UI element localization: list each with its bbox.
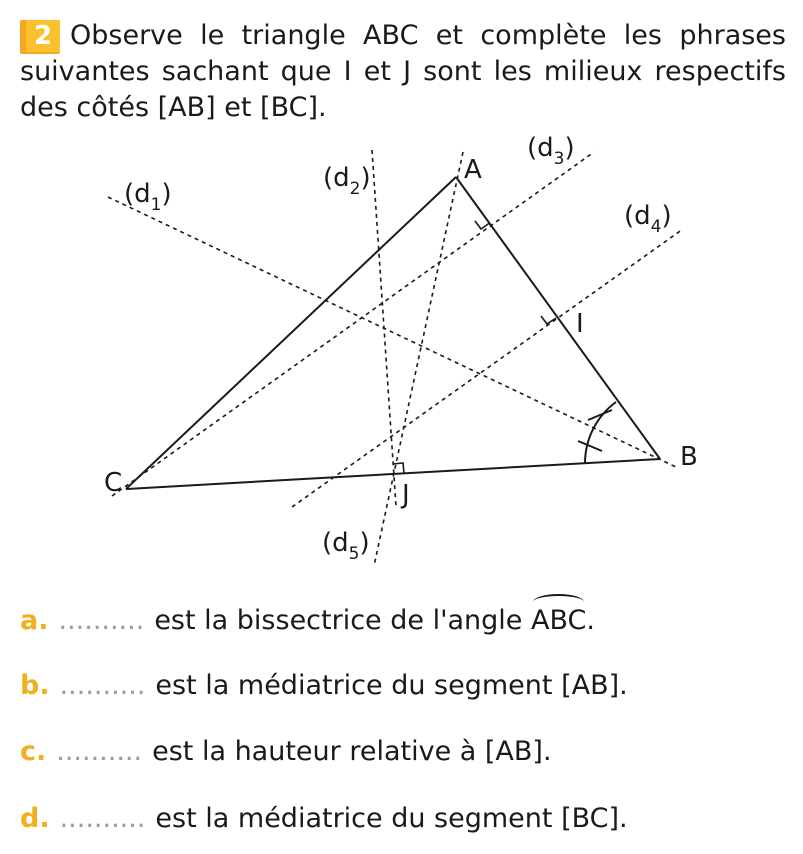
point-label-j: J xyxy=(402,480,410,510)
d2-main: (d xyxy=(323,163,350,193)
dashed-lines xyxy=(108,150,683,566)
angle-tick-lower xyxy=(578,441,602,451)
question-letter: d. xyxy=(20,803,50,834)
question-b xyxy=(20,669,628,703)
d5-close: ) xyxy=(359,528,370,558)
question-text: est la médiatrice du segment [BC]. xyxy=(155,803,628,834)
question-letter: c. xyxy=(20,736,47,767)
d2-sub: 2 xyxy=(349,179,361,199)
side-ca xyxy=(126,177,456,489)
d3-close: ) xyxy=(564,133,575,163)
angle-b-bisector-marks xyxy=(578,402,616,463)
point-label-b: B xyxy=(680,442,698,472)
answer-blank[interactable]: .......... xyxy=(59,803,146,834)
line-d4 xyxy=(292,229,683,507)
figure-labels xyxy=(104,133,698,564)
d5-sub: 5 xyxy=(348,544,360,564)
question-text: est la bissectrice de l'angle xyxy=(154,605,523,636)
answer-blank[interactable]: .......... xyxy=(59,670,146,701)
point-label-a: A xyxy=(464,155,482,185)
exercise-instruction: Observe le triangle ABC et complète les phrases suivantes sachant que I et J sont les milieux respectifs des côtés [AB] et [BC]. xyxy=(20,20,786,123)
d1-main: (d xyxy=(124,179,151,209)
d5-main: (d xyxy=(322,528,349,558)
answer-blank[interactable]: .......... xyxy=(58,605,145,636)
right-angle-mark-d4 xyxy=(541,316,556,324)
question-c xyxy=(20,735,552,769)
point-label-i: I xyxy=(576,309,584,339)
d4-close: ) xyxy=(661,201,672,231)
line-label-d4 xyxy=(624,201,672,237)
line-d2 xyxy=(372,150,396,506)
question-text: est la hauteur relative à [AB]. xyxy=(152,736,552,767)
question-letter: b. xyxy=(20,670,50,701)
question-d xyxy=(20,802,628,836)
question-a xyxy=(20,602,595,638)
question-letter: a. xyxy=(20,605,49,636)
d4-sub: 4 xyxy=(650,217,662,237)
d4-main: (d xyxy=(624,201,651,231)
angle-abc: ABC xyxy=(531,602,586,638)
right-angle-marks xyxy=(393,221,557,473)
d1-sub: 1 xyxy=(150,195,162,215)
d1-close: ) xyxy=(161,179,172,209)
d3-main: (d xyxy=(527,133,554,163)
d2-close: ) xyxy=(360,163,371,193)
line-d3 xyxy=(112,152,594,496)
question-text: est la médiatrice du segment [AB]. xyxy=(155,670,628,701)
line-label-d5 xyxy=(322,528,370,564)
line-label-d1 xyxy=(124,179,172,215)
line-label-d3 xyxy=(527,133,575,169)
right-angle-mark-d3 xyxy=(475,221,490,229)
point-label-c: C xyxy=(104,468,123,498)
d3-sub: 3 xyxy=(553,149,565,169)
exercise-number: 2 xyxy=(26,20,60,52)
line-label-d2 xyxy=(323,163,371,199)
answer-blank[interactable]: .......... xyxy=(56,736,143,767)
question-end: . xyxy=(586,605,595,636)
